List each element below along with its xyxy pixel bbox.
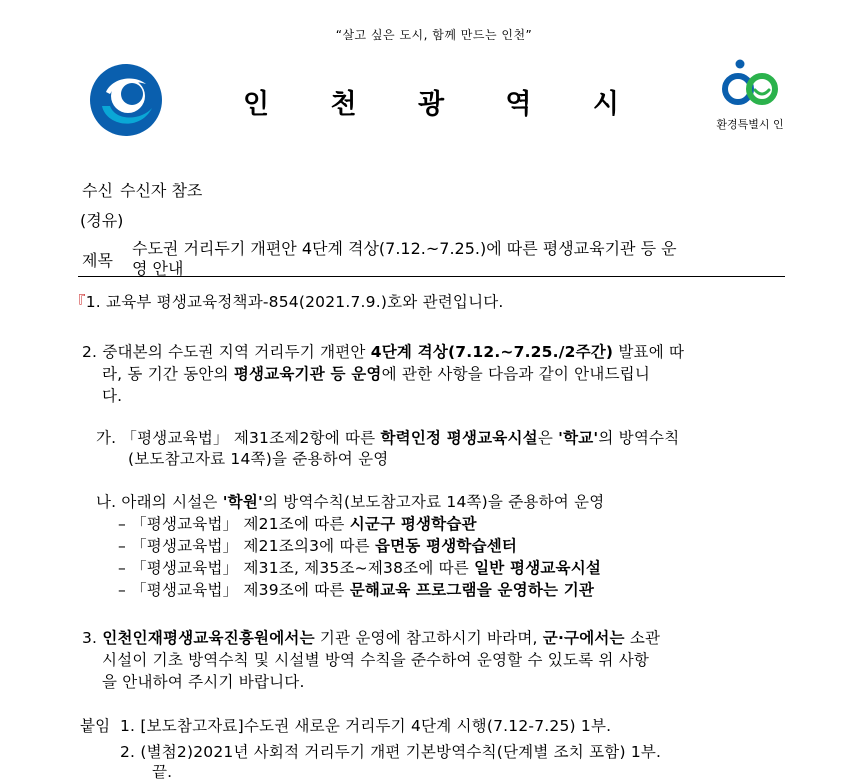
attachment-2: 2. (별첨2)2021년 사회적 거리두기 개편 기본방역수칙(단계별 조치 포함) 1부.	[120, 743, 662, 761]
text-run-bold: 군·구에서는	[542, 629, 625, 647]
text-run: 기관 운영에 참고하시기 바라며,	[314, 629, 543, 647]
text-run: – 「평생교육법」 제39조에 따른	[118, 581, 350, 599]
text-run-bold: 일반 평생교육시설	[474, 559, 602, 577]
text-run: – 「평생교육법」 제21조의3에 따른	[118, 537, 375, 555]
text-run-bold: 학력인정 평생교육시설	[380, 429, 538, 447]
text-run: 나. 아래의 시설은	[96, 493, 223, 511]
paragraph-1-text: 1. 교육부 평생교육정책과-854(2021.7.9.)호와 관련입니다.	[85, 293, 504, 311]
text-run: 의 방역수칙(보도참고자료 14쪽)을 준용하여 운영	[262, 493, 605, 511]
text-run: – 「평생교육법」 제21조에 따른	[118, 515, 350, 533]
paragraph-2-line-1	[82, 340, 684, 362]
text-run: 에 관한 사항을 다음과 같이 안내드립니	[381, 365, 651, 383]
eco-city-caption: 환경특별시 인	[716, 118, 784, 131]
text-run-bold: 시군구 평생학습관	[349, 515, 477, 533]
text-run: 가. 「평생교육법」 제31조제2항에 따른	[96, 429, 381, 447]
slogan: “살고 싶은 도시, 함께 만드는 인천”	[335, 28, 533, 42]
item-ga-line-2: (보도참고자료 14쪽)을 준용하여 운영	[128, 450, 389, 468]
text-run: 발표에 따	[613, 343, 685, 361]
text-run: 소관	[624, 629, 661, 647]
attachment-label: 붙임	[80, 717, 111, 735]
item-ga-line-1	[96, 426, 679, 448]
paragraph-3-line-3: 을 안내하여 주시기 바랍니다.	[102, 673, 305, 691]
recipient-label: 수신	[82, 181, 113, 200]
text-run-bold: 읍면동 평생학습센터	[374, 537, 518, 555]
text-run: 2. 중대본의 수도권 지역 거리두기 개편안	[82, 343, 371, 361]
header-divider	[78, 276, 785, 277]
paragraph-3-line-1	[82, 626, 660, 648]
paragraph-3-line-2: 시설이 기초 방역수칙 및 시설별 방역 수칙을 준수하여 운영할 수 있도록 위 사항	[102, 651, 650, 669]
text-run: 라, 동 기간 동안의	[102, 365, 234, 383]
list-item	[118, 556, 601, 578]
text-run: 은	[537, 429, 559, 447]
text-run-bold: 평생교육기관 등 운영	[233, 365, 382, 383]
text-run-bold: 문해교육 프로그램을 운영하는 기관	[349, 581, 595, 599]
end-mark: 끝.	[152, 763, 173, 781]
text-run: – 「평생교육법」 제31조, 제35조~제38조에 따른	[118, 559, 475, 577]
list-item	[118, 578, 594, 600]
text-run-bold: '학교'	[558, 429, 599, 447]
eco-city-logo	[718, 58, 784, 114]
subject-line-2: 영 안내	[132, 259, 184, 278]
item-na-line-1	[96, 490, 604, 512]
recipient-value: 수신자 참조	[120, 181, 203, 200]
text-run-bold: 인천인재평생교육진흥원에서는	[102, 629, 315, 647]
text-run-bold: 4단계 격상(7.12.~7.25./2주간)	[370, 343, 614, 361]
text-run: 의 방역수칙	[598, 429, 680, 447]
text-run: 3.	[82, 629, 103, 647]
mark-glyph: 『	[70, 293, 86, 311]
subject-label: 제목	[82, 251, 113, 270]
text-run-bold: '학원'	[222, 493, 263, 511]
attachment-1: 1. [보도참고자료]수도권 새로운 거리두기 4단계 시행(7.12-7.25) 1부.	[120, 717, 612, 735]
subject-line-1: 수도권 거리두기 개편안 4단계 격상(7.12.~7.25.)에 따른 평생교육기관 등 운	[132, 239, 677, 258]
paragraph-2-line-2	[102, 362, 650, 384]
paragraph-2-line-3: 다.	[102, 387, 123, 405]
org-title: 인 천 광 역 시	[242, 89, 645, 120]
list-item	[118, 534, 517, 556]
list-item	[118, 512, 477, 534]
paragraph-1	[70, 290, 504, 312]
via-label: (경유)	[80, 211, 124, 230]
